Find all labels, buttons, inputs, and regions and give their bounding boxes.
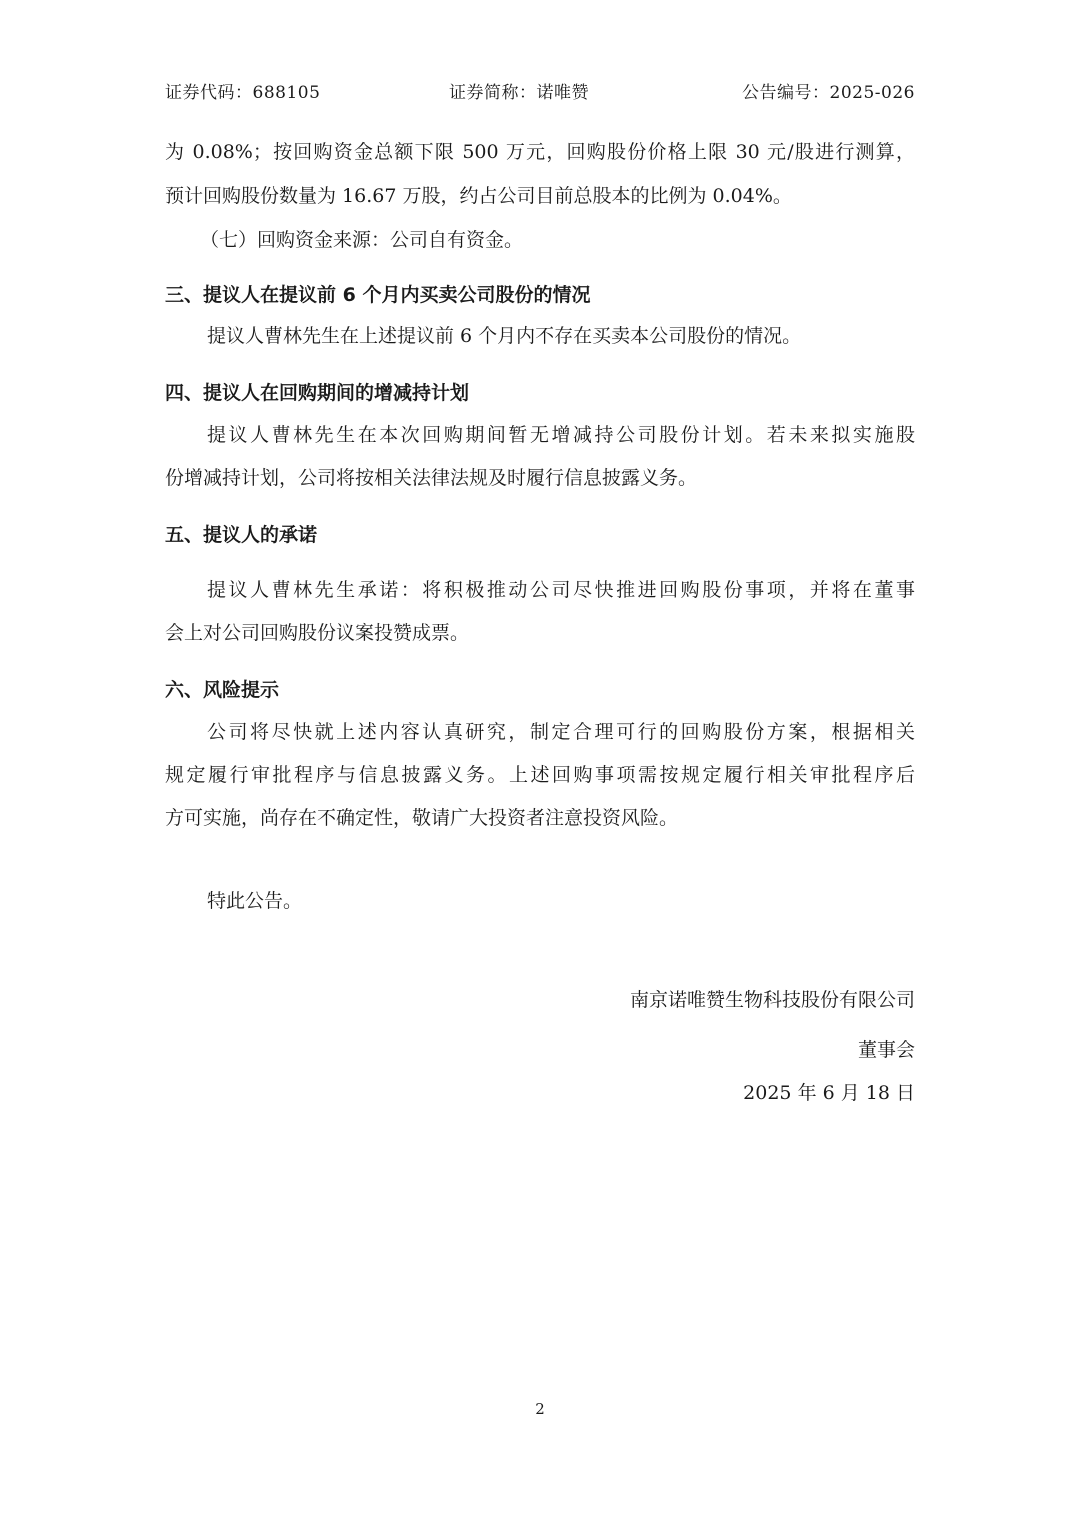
- announcement-date: 2025 年 6 月 18 日: [743, 1082, 915, 1104]
- section-6-paragraph-line: 规定履行审批程序与信息披露义务。上述回购事项需按规定履行相关审批程序后: [165, 764, 915, 786]
- security-short-name: 证券简称：诺唯赞: [449, 83, 589, 103]
- section-6-paragraph-line: 方可实施，尚存在不确定性，敬请广大投资者注意投资风险。: [165, 807, 679, 829]
- section-5-paragraph-line: 提议人曹林先生承诺：将积极推动公司尽快推进回购股份事项，并将在董事: [207, 579, 915, 601]
- section-4-paragraph-line: 份增减持计划，公司将按相关法律法规及时履行信息披露义务。: [165, 467, 698, 489]
- section-heading-3: 三、提议人在提议前 6 个月内买卖公司股份的情况: [165, 284, 591, 306]
- section-4-paragraph-line: 提议人曹林先生在本次回购期间暂无增减持公司股份计划。若未来拟实施股: [207, 424, 915, 446]
- funding-source-item: （七）回购资金来源：公司自有资金。: [200, 229, 524, 251]
- section-5-paragraph-line: 会上对公司回购股份议案投赞成票。: [165, 622, 470, 644]
- section-heading-5: 五、提议人的承诺: [165, 524, 318, 546]
- security-code: 证券代码：688105: [165, 83, 321, 103]
- paragraph-continued-line: 为 0.08%；按回购资金总额下限 500 万元，回购股份价格上限 30 元/股进行测算，: [165, 141, 915, 163]
- closing-remark: 特此公告。: [207, 890, 303, 912]
- paragraph-continued-line: 预计回购股份数量为 16.67 万股，约占公司目前总股本的比例为 0.04%。: [165, 185, 792, 207]
- notice-number: 公告编号：2025-026: [742, 83, 915, 103]
- board-of-directors: 董事会: [857, 1039, 915, 1061]
- section-6-paragraph-line: 公司将尽快就上述内容认真研究，制定合理可行的回购股份方案，根据相关: [207, 721, 915, 743]
- section-3-paragraph: 提议人曹林先生在上述提议前 6 个月内不存在买卖本公司股份的情况。: [207, 325, 802, 347]
- section-heading-4: 四、提议人在回购期间的增减持计划: [165, 382, 470, 404]
- company-name: 南京诺唯赞生物科技股份有限公司: [629, 989, 915, 1011]
- page-number: 2: [535, 1400, 545, 1418]
- section-heading-6: 六、风险提示: [165, 679, 280, 701]
